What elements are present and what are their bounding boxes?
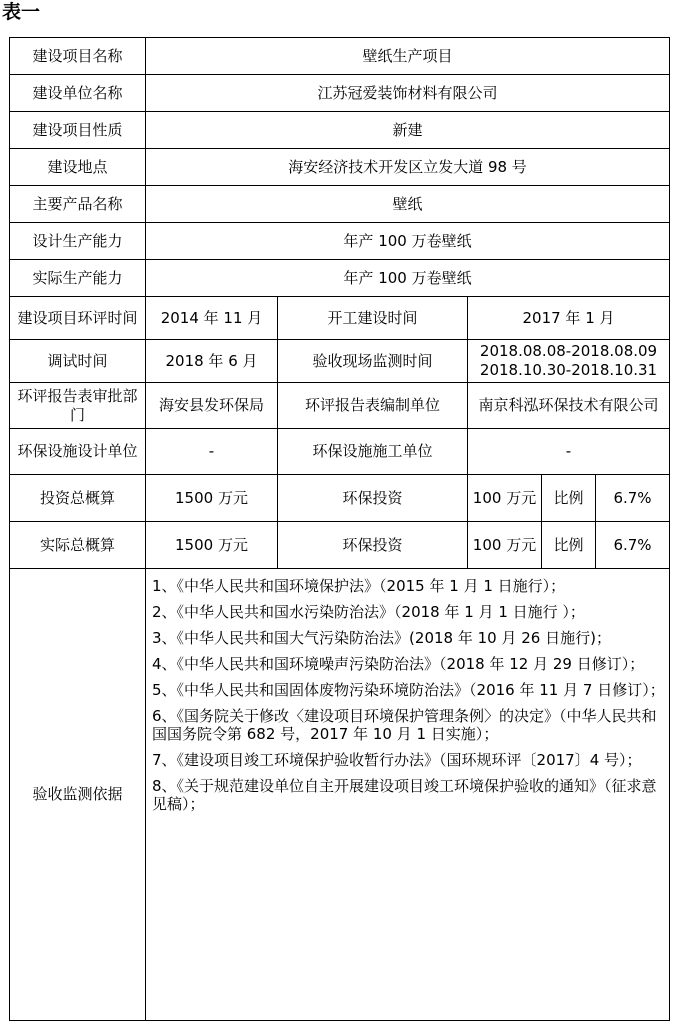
table-caption: 表一 [2,1,41,23]
row-label: 建设项目性质 [10,112,146,149]
row-value-secondary: 2017 年 1 月 [468,297,670,340]
table-row [10,383,670,429]
table-row [10,112,670,149]
table-row [10,297,670,340]
ratio-label: 比例 [542,522,596,569]
table-row [10,186,670,223]
row-value: 2014 年 11 月 [146,297,278,340]
row-label: 建设地点 [10,149,146,186]
basis-item: 5、《中华人民共和国固体废物污染环境防治法》（2016 年 11 月 7 日修订）； [152,681,665,699]
row-label: 调试时间 [10,340,146,383]
row-label: 主要产品名称 [10,186,146,223]
row-label: 环保设施设计单位 [10,429,146,475]
table-row [10,475,670,522]
table-row [10,569,670,1021]
row-value: 1500 万元 [146,522,278,569]
basis-item: 1、《中华人民共和国环境保护法》（2015 年 1 月 1 日施行）； [152,577,566,595]
row-value: 江苏冠爱装饰材料有限公司 [146,75,670,112]
basis-item: 7、《建设项目竣工环境保护验收暂行办法》（国环规环评〔2017〕4 号）； [152,751,642,769]
row-value: 海安经济技术开发区立发大道 98 号 [146,149,670,186]
table-row [10,260,670,297]
table-row [10,223,670,260]
row-value: 新建 [146,112,670,149]
row-value: 1500 万元 [146,475,278,522]
row-label: 实际总概算 [10,522,146,569]
row-label-secondary: 验收现场监测时间 [278,340,468,383]
row-label: 建设单位名称 [10,75,146,112]
row-label-secondary: 环保投资 [278,475,468,522]
ratio-value: 6.7% [596,475,670,522]
project-info-table [9,37,670,1021]
row-value: 海安县发环保局 [146,383,278,429]
monitoring-date-1: 2018.08.08-2018.08.09 [479,342,658,360]
table-row [10,75,670,112]
monitoring-dates [468,340,670,383]
basis-item: 8、《关于规范建设单位自主开展建设项目竣工环境保护验收的通知》（征求意见稿）； [152,777,657,813]
env-investment-value: 100 万元 [468,475,542,522]
row-label-secondary: 环保投资 [278,522,468,569]
table-row [10,522,670,569]
monitoring-date-2: 2018.10.30-2018.10.31 [479,361,658,379]
row-label-secondary: 环评报告表编制单位 [278,383,468,429]
row-value: 2018 年 6 月 [146,340,278,383]
row-value-secondary: 南京科泓环保技术有限公司 [468,383,670,429]
table-row [10,38,670,75]
row-value: 壁纸 [146,186,670,223]
basis-list [146,569,670,1021]
row-value: 壁纸生产项目 [146,38,670,75]
row-label-secondary: 开工建设时间 [278,297,468,340]
row-value-secondary: - [468,429,670,475]
basis-item: 2、《中华人民共和国水污染防治法》（2018 年 1 月 1 日施行 ）； [152,603,585,621]
table-row [10,340,670,383]
row-value: 年产 100 万卷壁纸 [146,260,670,297]
basis-item: 3、《中华人民共和国大气污染防治法》(2018 年 10 月 26 日施行)； [152,629,611,647]
row-value: 年产 100 万卷壁纸 [146,223,670,260]
row-label: 建设项目环评时间 [10,297,146,340]
table-row [10,149,670,186]
basis-item: 6、《国务院关于修改〈建设项目环境保护管理条例〉的决定》（中华人民共和国国务院令第 682 号，2017 年 10 月 1 日实施）； [152,707,657,743]
basis-item: 4、《中华人民共和国环境噪声污染防治法》（2018 年 12 月 29 日修订）； [152,655,645,673]
row-label-secondary: 环保设施施工单位 [278,429,468,475]
ratio-label: 比例 [542,475,596,522]
row-label: 实际生产能力 [10,260,146,297]
row-label: 建设项目名称 [10,38,146,75]
table-row [10,429,670,475]
row-value: - [146,429,278,475]
ratio-value: 6.7% [596,522,670,569]
row-label: 设计生产能力 [10,223,146,260]
row-label: 环评报告表审批部门 [10,383,146,429]
row-label: 验收监测依据 [10,569,146,1021]
row-label: 投资总概算 [10,475,146,522]
env-investment-value: 100 万元 [468,522,542,569]
